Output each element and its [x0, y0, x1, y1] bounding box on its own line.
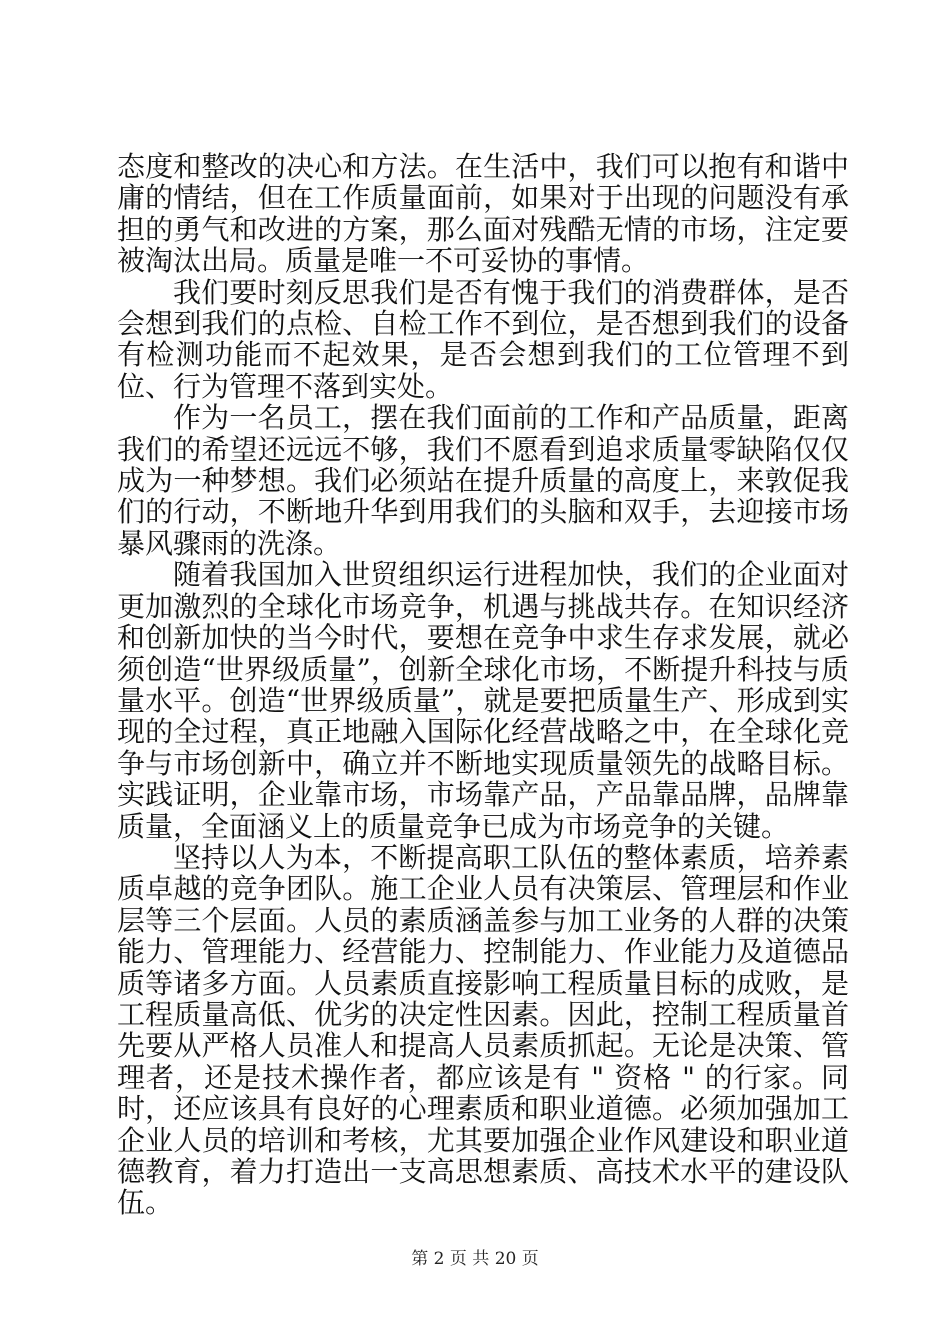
paragraph-5: 坚持以人为本，不断提高职工队伍的整体素质，培养素质卓越的竞争团队。施工企业人员有决策层、管理层和作业层等三个层面。人员的素质涵盖参与加工业务的人群的决策能力、管理能力、经营能力、控制能力、作业能力及道德品质等诸多方面。人员素质直接影响工程质量目标的成败，是工程质量高低、优劣的决定性因素。因此，控制工程质量首先要从严格人员准人和提高人员素质抓起。无论是决策、管理者，还是技术操作者，都应该是有 " 资格 " 的行家。同时，还应该具有良好的心理素质和职业道德。必须加强加工企业人员的培训和考核，尤其要加强企业作风建设和职业道德教育，着力打造出一支高思想素质、高技术水平的建设队伍。 [117, 840, 849, 1220]
paragraph-3: 作为一名员工，摆在我们面前的工作和产品质量，距离我们的希望还远远不够，我们不愿看到追求质量零缺陷仅仅成为一种梦想。我们必须站在提升质量的高度上，来敦促我们的行动，不断地升华到用我们的头脑和双手，去迎接市场暴风骤雨的洗涤。 [117, 401, 849, 560]
paragraph-4: 随着我国加入世贸组织运行进程加快，我们的企业面对更加激烈的全球化市场竞争，机遇与挑战共存。在知识经济和创新加快的当今时代，要想在竞争中求生存求发展，就必须创造“世界级质量”，创新全球化市场，不断提升科技与质量水平。创造“世界级质量”，就是要把质量生产、形成到实现的全过程，真正地融入国际化经营战略之中，在全球化竞争与市场创新中，确立并不断地实现质量领先的战略目标。实践证明，企业靠市场，市场靠产品，产品靠品牌，品牌靠质量，全面涵义上的质量竞争已成为市场竞争的关键。 [117, 558, 849, 843]
paragraph-1: 态度和整改的决心和方法。在生活中，我们可以抱有和谐中庸的情结，但在工作质量面前，如果对于出现的问题没有承担的勇气和改进的方案，那么面对残酷无情的市场，注定要被淘汰出局。质量是唯一不可妥协的事情。 [117, 150, 849, 278]
paragraph-2: 我们要时刻反思我们是否有愧于我们的消费群体，是否会想到我们的点检、自检工作不到位，是否想到我们的设备有检测功能而不起效果，是否会想到我们的工位管理不到位、行为管理不落到实处。 [117, 275, 849, 403]
document-body [117, 151, 849, 1219]
page-number-footer: 第 2 页 共 20 页 [411, 1249, 539, 1269]
